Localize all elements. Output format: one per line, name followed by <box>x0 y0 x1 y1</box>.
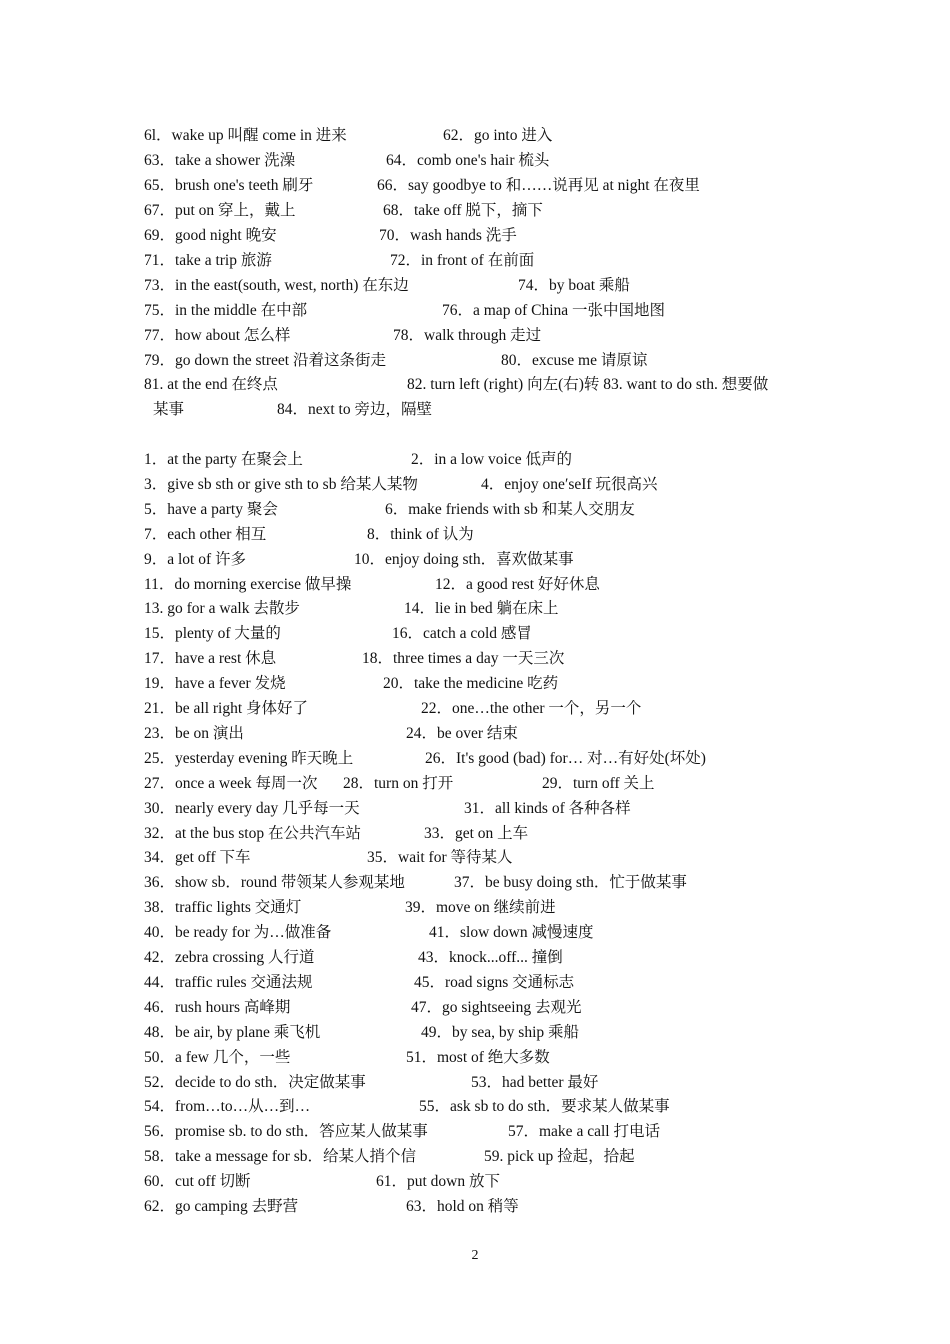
phrase-entry: 80．excuse me 请原谅 <box>501 352 648 369</box>
phrase-entry: 78．walk through 走过 <box>393 327 542 344</box>
phrase-entry: 18．three times a day 一天三次 <box>362 650 565 667</box>
phrase-entry: 19．have a fever 发烧 <box>144 675 286 692</box>
phrase-entry: 55．ask sb to do sth．要求某人做某事 <box>419 1098 670 1115</box>
phrase-entry: 20．take the medicine 吃药 <box>383 675 559 692</box>
phrase-entry: 1．at the party 在聚会上 <box>144 451 303 468</box>
phrase-entry: 2．in a low voice 低声的 <box>411 451 573 468</box>
phrase-entry: 51．most of 绝大多数 <box>406 1049 550 1066</box>
phrase-entry: 27．once a week 每周一次 <box>144 775 318 792</box>
phrase-entry: 15．plenty of 大量的 <box>144 625 281 642</box>
phrase-entry: 7．each other 相互 <box>144 526 267 543</box>
phrase-entry: 35．wait for 等待某人 <box>367 849 513 866</box>
phrase-entry: 26．It's good (bad) for… 对…有好处(坏处) <box>425 750 706 767</box>
page-number: 2 <box>471 1248 479 1263</box>
phrase-entry: 64．comb one's hair 梳头 <box>386 152 550 169</box>
phrase-entry: 49．by sea, by ship 乘船 <box>421 1024 580 1041</box>
phrase-entry: 14．lie in bed 躺在床上 <box>404 600 559 617</box>
phrase-entry: 23．be on 演出 <box>144 725 244 742</box>
phrase-entry: 66．say goodbye to 和……说再见 at night 在夜里 <box>377 177 700 194</box>
phrase-entry: 33．get on 上车 <box>424 825 529 842</box>
phrase-entry: 50．a few 几个，一些 <box>144 1049 291 1066</box>
phrase-entry: 60．cut off 切断 <box>144 1173 251 1190</box>
phrase-entry: 42．zebra crossing 人行道 <box>144 949 315 966</box>
phrase-entry: 34．get off 下车 <box>144 849 251 866</box>
phrase-entry: 25．yesterday evening 昨天晚上 <box>144 750 354 767</box>
phrase-entry: 4．enjoy one′seIf 玩很高兴 <box>481 476 658 493</box>
phrase-entry: 36．show sb．round 带领某人参观某地 <box>144 874 405 891</box>
phrase-entry: 71．take a trip 旅游 <box>144 252 272 269</box>
phrase-entry: 47．go sightseeing 去观光 <box>411 999 582 1016</box>
phrase-entry: 31．all kinds of 各种各样 <box>464 800 631 817</box>
phrase-entry: 38．traffic lights 交通灯 <box>144 899 302 916</box>
phrase-entry: 84．next to 旁边，隔壁 <box>277 401 432 418</box>
phrase-entry: 81. at the end 在终点 <box>144 376 278 393</box>
phrase-entry: 13. go for a walk 去散步 <box>144 600 300 617</box>
phrase-entry: 56．promise sb. to do sth．答应某人做某事 <box>144 1123 428 1140</box>
phrase-entry: 9．a lot of 许多 <box>144 551 247 568</box>
phrase-entry: 63．hold on 稍等 <box>406 1198 519 1215</box>
phrase-entry: 70．wash hands 洗手 <box>379 227 517 244</box>
phrase-entry: 21．be all right 身体好了 <box>144 700 309 717</box>
phrase-entry: 44．traffic rules 交通法规 <box>144 974 313 991</box>
phrase-entry: 11．do morning exercise 做早操 <box>144 576 352 593</box>
phrase-entry: 12．a good rest 好好休息 <box>435 576 600 593</box>
phrase-entry: 43．knock...off... 撞倒 <box>418 949 563 966</box>
phrase-entry: 30．nearly every day 几乎每一天 <box>144 800 360 817</box>
phrase-entry: 45．road signs 交通标志 <box>414 974 575 991</box>
phrase-entry: 46．rush hours 高峰期 <box>144 999 291 1016</box>
phrase-entry: 62．go camping 去野营 <box>144 1198 299 1215</box>
phrase-entry: 22．one…the other 一个，另一个 <box>421 700 642 717</box>
phrase-entry: 6l．wake up 叫醒 come in 进来 <box>144 127 347 144</box>
phrase-entry: 48．be air, by plane 乘飞机 <box>144 1024 321 1041</box>
phrase-entry: 77．how about 怎么样 <box>144 327 291 344</box>
phrase-entry: 74．by boat 乘船 <box>518 277 630 294</box>
phrase-entry: 3．give sb sth or give sth to sb 给某人某物 <box>144 476 418 493</box>
phrase-entry: 57．make a call 打电话 <box>508 1123 660 1140</box>
phrase-entry: 69．good night 晚安 <box>144 227 277 244</box>
phrase-entry: 37．be busy doing sth．忙于做某事 <box>454 874 687 891</box>
phrase-entry: 52．decide to do sth．决定做某事 <box>144 1074 366 1091</box>
phrase-entry: 8．think of 认为 <box>367 526 474 543</box>
phrase-entry: 79．go down the street 沿着这条街走 <box>144 352 386 369</box>
phrase-entry: 73．in the east(south, west, north) 在东边 <box>144 277 409 294</box>
phrase-entry: 68．take off 脱下，摘下 <box>383 202 543 219</box>
phrase-entry: 61．put down 放下 <box>376 1173 501 1190</box>
phrase-entry: 54．from…to…从…到… <box>144 1098 311 1115</box>
phrase-entry: 67．put on 穿上，戴上 <box>144 202 296 219</box>
phrase-entry: 72．in front of 在前面 <box>390 252 535 269</box>
phrase-entry: 28．turn on 打开 <box>343 775 454 792</box>
phrase-entry: 17．have a rest 休息 <box>144 650 277 667</box>
phrase-entry: 16．catch a cold 感冒 <box>392 625 532 642</box>
phrase-entry: 62．go into 进入 <box>443 127 553 144</box>
phrase-entry: 58．take a message for sb．给某人捎个信 <box>144 1148 417 1165</box>
phrase-entry: 5．have a party 聚会 <box>144 501 278 518</box>
phrase-entry: 32．at the bus stop 在公共汽车站 <box>144 825 361 842</box>
phrase-entry: 10．enjoy doing sth．喜欢做某事 <box>354 551 574 568</box>
phrase-entry: 53．had better 最好 <box>471 1074 599 1091</box>
phrase-entry: 39．move on 继续前进 <box>405 899 556 916</box>
phrase-entry: 6．make friends with sb 和某人交朋友 <box>385 501 635 518</box>
phrase-entry: 76．a map of China 一张中国地图 <box>442 302 666 319</box>
phrase-entry: 40．be ready for 为…做准备 <box>144 924 332 941</box>
phrase-entry: 29．turn off 关上 <box>542 775 655 792</box>
phrase-entry: 24．be over 结束 <box>406 725 518 742</box>
phrase-entry: 82. turn left (right) 向左(右)转 83. want to do sth. 想要做 <box>407 376 769 393</box>
phrase-entry: 41．slow down 减慢速度 <box>429 924 594 941</box>
phrase-entry: 某事 <box>153 401 185 418</box>
phrase-entry: 75．in the middle 在中部 <box>144 302 308 319</box>
phrase-entry: 59. pick up 捡起，拾起 <box>484 1148 635 1165</box>
phrase-entry: 65．brush one's teeth 刷牙 <box>144 177 314 194</box>
phrase-entry: 63．take a shower 洗澡 <box>144 152 296 169</box>
